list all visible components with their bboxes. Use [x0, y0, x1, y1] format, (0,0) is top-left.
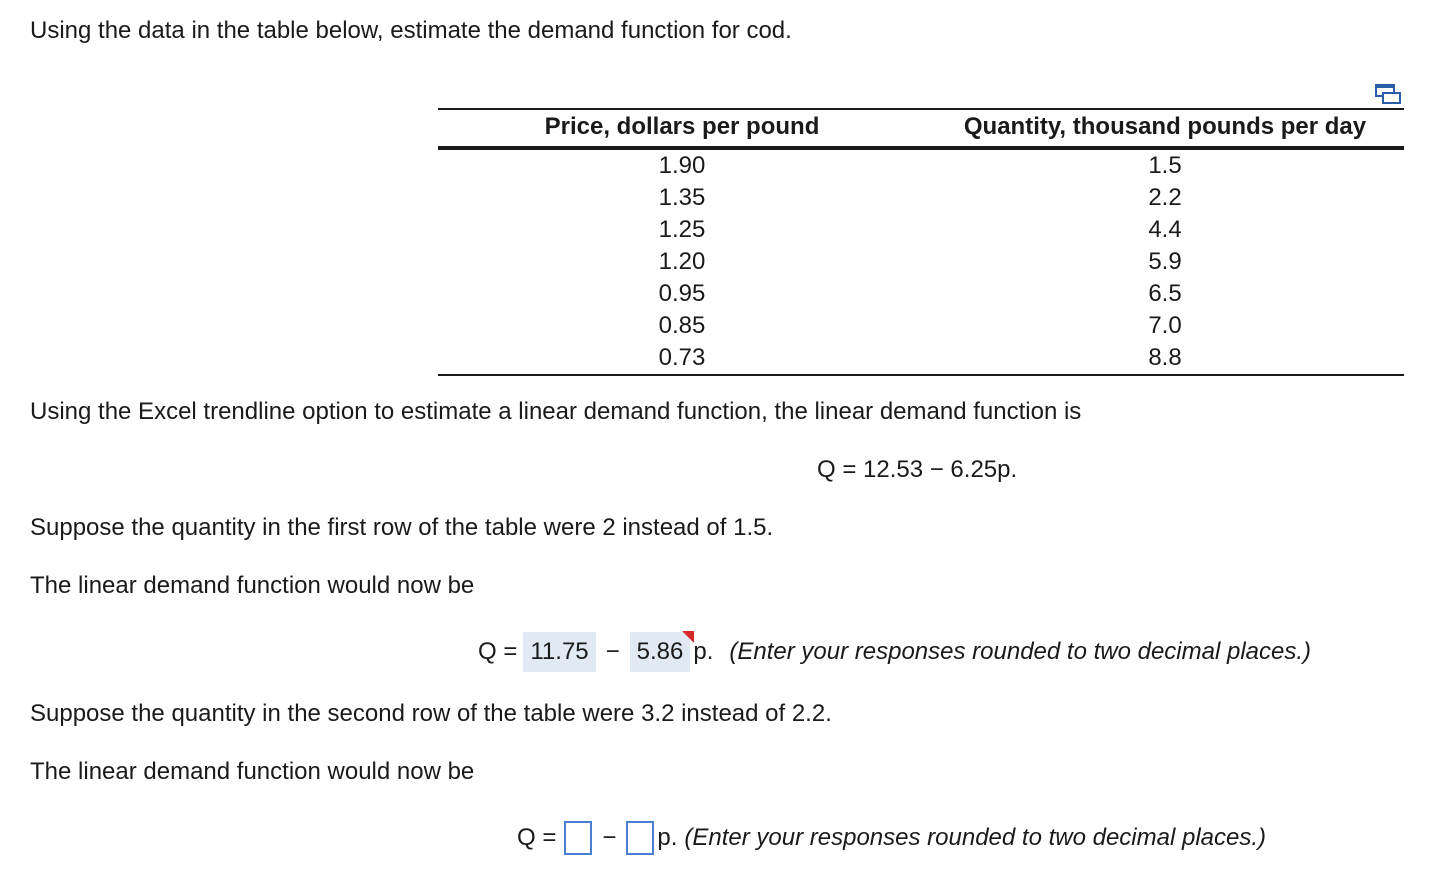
- answer-row-2: [517, 818, 1266, 858]
- rounding-hint: (Enter your responses rounded to two decimal places.): [729, 638, 1312, 665]
- price-cell: 1.20: [658, 248, 706, 275]
- quantity-cell: 1.5: [1148, 152, 1182, 179]
- price-cell: 1.25: [658, 216, 706, 243]
- minus-sign: −: [605, 638, 620, 665]
- p-suffix: p.: [657, 824, 678, 851]
- minus-sign: −: [602, 824, 617, 851]
- copy-table-icon[interactable]: [1374, 82, 1402, 106]
- table-row: [438, 148, 1404, 182]
- quantity-cell: 5.9: [1148, 248, 1182, 275]
- slope-answer-field[interactable]: [630, 632, 691, 672]
- would-now-be-label-2: The linear demand function would now be: [30, 758, 475, 785]
- table-row: [438, 214, 1404, 246]
- suppose-second-row-text: Suppose the quantity in the second row of the table were 3.2 instead of 2.2.: [30, 700, 832, 727]
- intercept-input[interactable]: [564, 821, 592, 855]
- would-now-be-label-1: The linear demand function would now be: [30, 572, 475, 599]
- q-equals-label: Q =: [478, 638, 518, 665]
- suppose-first-row-text: Suppose the quantity in the first row of the table were 2 instead of 1.5.: [30, 514, 774, 541]
- quantity-cell: 8.8: [1148, 344, 1182, 371]
- table-row: [438, 246, 1404, 278]
- price-cell: 0.73: [658, 344, 706, 371]
- quantity-cell: 4.4: [1148, 216, 1182, 243]
- trendline-text: Using the Excel trendline option to estimate a linear demand function, the linear demand function is: [30, 398, 1082, 425]
- table-row: [438, 278, 1404, 310]
- intercept-answer-field[interactable]: 11.75: [523, 632, 595, 672]
- price-cell: 1.35: [658, 184, 706, 211]
- quantity-cell: 6.5: [1148, 280, 1182, 307]
- quantity-cell: 7.0: [1148, 312, 1182, 339]
- table-row: [438, 342, 1404, 375]
- rounding-hint: (Enter your responses rounded to two decimal places.): [684, 824, 1267, 851]
- table-header-row: [438, 109, 1404, 148]
- price-quantity-table: [438, 108, 1404, 376]
- price-column-header: Price, dollars per pound: [544, 113, 820, 140]
- answer-row-1: [478, 632, 1311, 672]
- table-row: [438, 182, 1404, 214]
- incorrect-flag-icon: [682, 631, 694, 643]
- question-intro: Using the data in the table below, estimate the demand function for cod.: [30, 17, 792, 44]
- price-cell: 0.95: [658, 280, 706, 307]
- original-demand-equation: Q = 12.53 − 6.25p.: [817, 456, 1018, 483]
- p-suffix: p.: [693, 638, 714, 665]
- price-cell: 0.85: [658, 312, 706, 339]
- quantity-cell: 2.2: [1148, 184, 1182, 211]
- price-cell: 1.90: [658, 152, 706, 179]
- q-equals-label: Q =: [517, 824, 557, 851]
- slope-answer-value: 5.86: [636, 638, 684, 665]
- quantity-column-header: Quantity, thousand pounds per day: [963, 113, 1367, 140]
- slope-input[interactable]: [626, 821, 654, 855]
- table-row: [438, 310, 1404, 342]
